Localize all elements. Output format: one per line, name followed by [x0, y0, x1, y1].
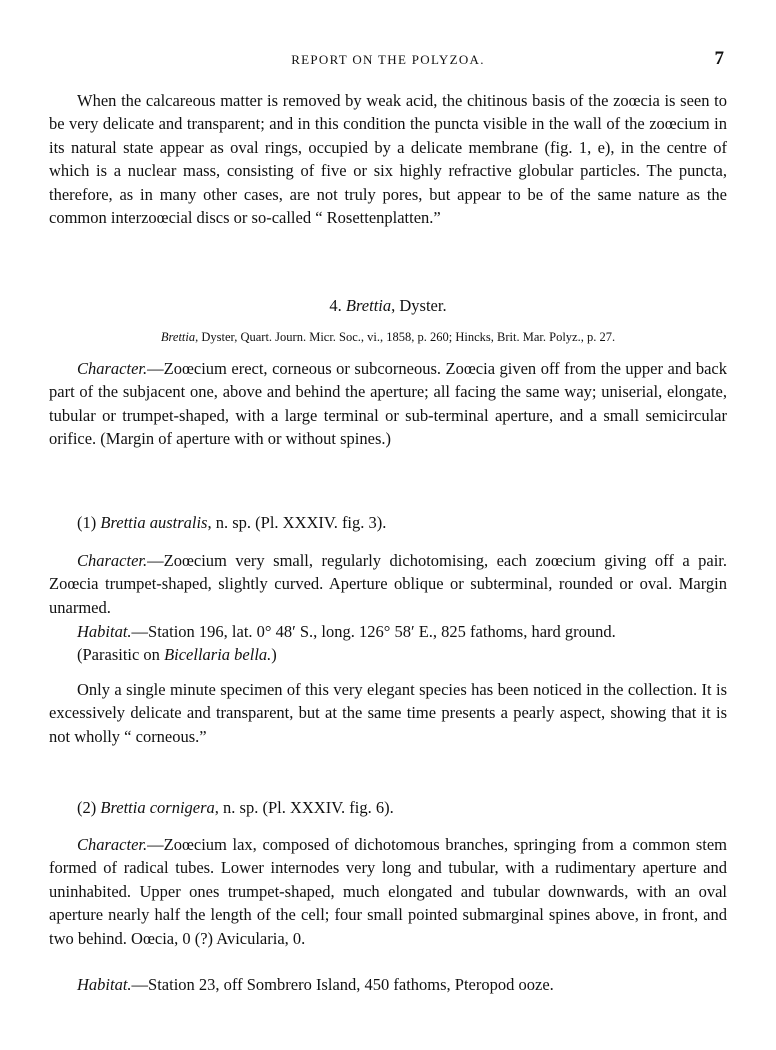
genus-author: , Dyster.: [391, 296, 447, 315]
species1-parasitic-prefix: (Parasitic on: [77, 645, 165, 664]
species1-character: [49, 549, 727, 619]
species1-suffix: , n. sp. (Pl. XXXIV. fig. 3).: [207, 513, 387, 532]
genus-reference: [0, 330, 776, 345]
species1-parasitic-note: [77, 643, 727, 666]
species2-number: (2): [77, 798, 97, 817]
species1-character-text: —Zoœcium very small, regularly dichotomising, each zoœcium giving off a pair. Zoœcia trumpet-shaped, slightly curved. Aperture oblique or subterminal, rounded or oval. Margin unarmed.: [49, 551, 727, 617]
species1-host: Bicellaria bella.: [164, 645, 272, 664]
species1-habitat-label: Habitat.: [77, 622, 132, 641]
species1-number: (1): [77, 513, 97, 532]
species2-habitat: [77, 973, 727, 996]
running-head: REPORT ON THE POLYZOA.: [291, 52, 485, 67]
species2-name: Brettia cornigera: [100, 798, 215, 817]
species1-heading: [77, 513, 386, 533]
species1-name: Brettia australis: [100, 513, 208, 532]
species1-habitat: [77, 620, 727, 643]
genus-character-text: —Zoœcium erect, corneous or subcorneous. Zoœcia given off from the upper and back part of the subjacent one, above and behind the aperture; all facing the same way; uniserial, elongate, tubular or trumpet-shaped, with a large terminal or sub-terminal aperture, and a small semicircular orifice. (Margin of aperture with or without spines.): [49, 359, 727, 449]
species2-character-text: —Zoœcium lax, composed of dichotomous branches, springing from a common stem formed of radical tubes. Lower internodes very long and tubular, with a rudimentary aperture and uninhabited. Upper ones trumpet-shaped, much elongated and tubular downwards, with an oval aperture nearly half the length of the cell; four small pointed submarginal spines above, in front, and two behind. Oœcia, 0 (?) Avicularia, 0.: [49, 835, 727, 948]
species2-heading: [77, 798, 394, 818]
species2-habitat-label: Habitat.: [77, 975, 132, 994]
intro-paragraph: When the calcareous matter is removed by weak acid, the chitinous basis of the zoœcia is seen to be very delicate and transparent; and in this condition the puncta visible in the wall of the zoœcium in its natural state appear as oval rings, occupied by a delicate membrane (fig. 1, e), in the centre of which is a nuclear mass, consisting of five or six highly refractive globular particles. The puncta, therefore, as in many other cases, are not truly pores, but appear to be of the same nature as the common interzoœcial discs or so-called “ Rosettenplatten.”: [49, 91, 727, 228]
genus-character: [49, 357, 727, 451]
page-number: 7: [714, 48, 724, 69]
species1-parasitic-suffix: ): [271, 645, 277, 664]
species1-habitat-text: —Station 196, lat. 0° 48′ S., long. 126° 58′ E., 825 fathoms, hard ground.: [131, 622, 616, 641]
species2-suffix: , n. sp. (Pl. XXXIV. fig. 6).: [214, 798, 394, 817]
genus-name: Brettia: [345, 296, 392, 315]
species1-character-label: Character.: [77, 551, 148, 570]
genus-heading: [0, 296, 776, 316]
genus-number: 4.: [329, 296, 342, 315]
genus-reference-text: , Dyster, Quart. Journ. Micr. Soc., vi., 1858, p. 260; Hincks, Brit. Mar. Polyz., p. 27.: [195, 330, 616, 344]
species2-habitat-text: —Station 23, off Sombrero Island, 450 fathoms, Pteropod ooze.: [131, 975, 554, 994]
species2-character: [49, 833, 727, 950]
species2-character-label: Character.: [77, 835, 148, 854]
species1-remark: Only a single minute specimen of this very elegant species has been noticed in the collection. It is excessively delicate and transparent, but at the same time presents a pearly aspect, showing that it is not wholly “ corneous.”: [49, 680, 727, 746]
genus-reference-name: Brettia: [160, 330, 196, 344]
page-header: [0, 48, 776, 72]
genus-character-label: Character.: [77, 359, 148, 378]
